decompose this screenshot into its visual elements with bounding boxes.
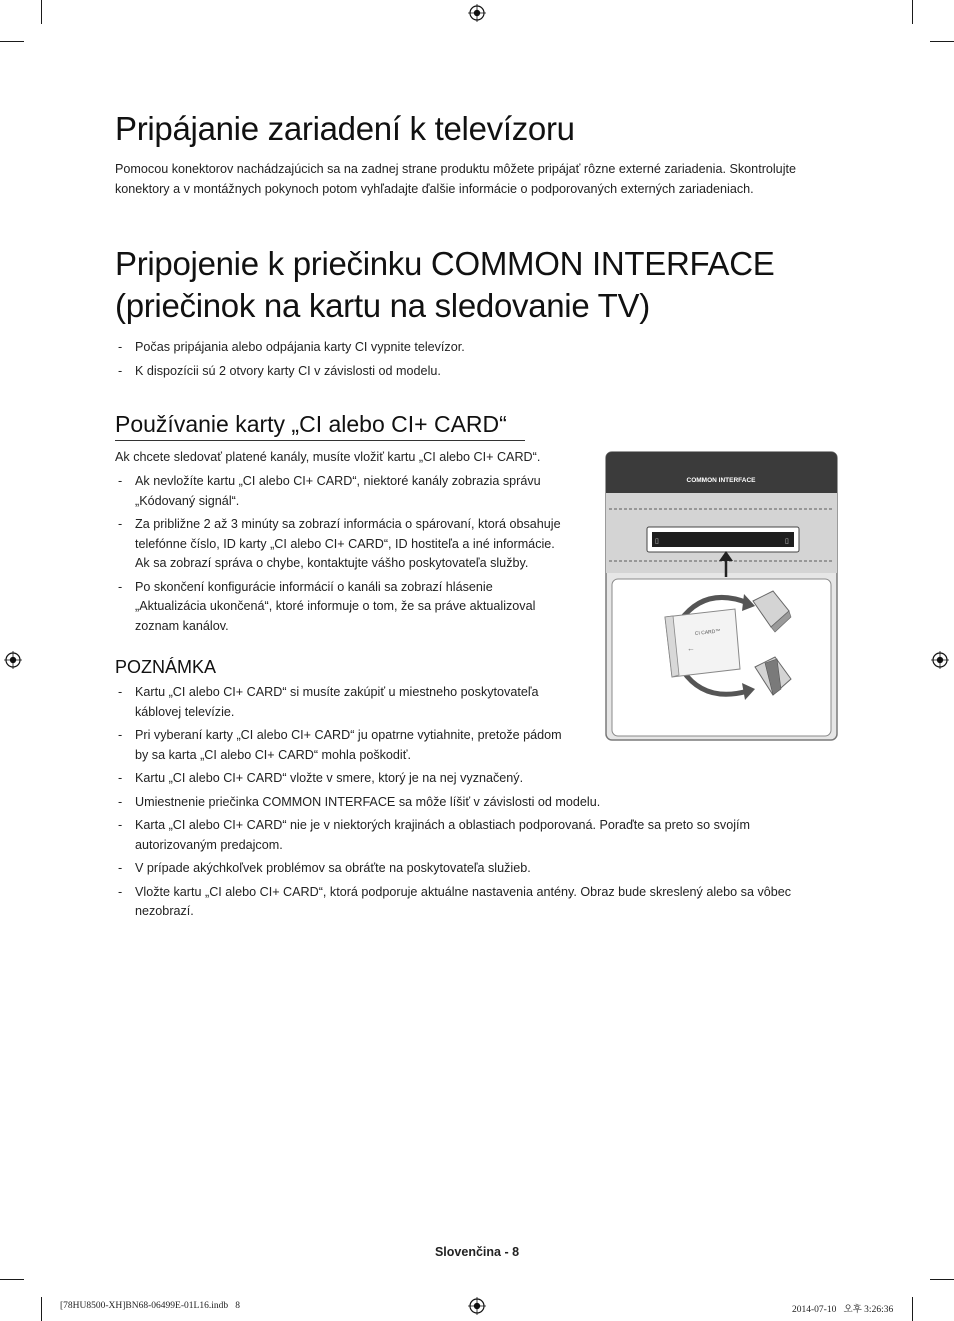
crop-mark — [41, 1297, 42, 1321]
list-item: - Pri vyberaní karty „CI alebo CI+ CARD“ ju opatrne vytiahnite, pretože pádom by sa karta „CI alebo CI+ CARD“ mohla poškodiť. — [118, 728, 562, 762]
ci-slot-figure — [605, 451, 838, 741]
crop-mark — [0, 1279, 24, 1280]
section2-title-line: Pripojenie k priečinku COMMON INTERFACE — [115, 245, 775, 282]
section2-bullets — [115, 338, 835, 385]
crop-mark — [41, 0, 42, 24]
section3-title: Používanie karty „CI alebo CI+ CARD“ — [115, 410, 525, 441]
section3-heading — [115, 410, 525, 441]
list-item: - Kartu „CI alebo CI+ CARD“ vložte v smere, ktorý je na nej vyznačený. — [118, 771, 524, 785]
footer-timestamp: 2014-07-10 오후 3:26:36 — [792, 1305, 894, 1315]
list-item: - Kartu „CI alebo CI+ CARD“ si musíte zakúpiť u miestneho poskytovateľa káblovej televízie. — [118, 685, 539, 719]
registration-mark-icon — [468, 1297, 486, 1315]
crop-mark — [930, 41, 954, 42]
svg-text:▯: ▯ — [655, 538, 659, 545]
registration-mark-icon — [468, 4, 486, 22]
panel-label: COMMON INTERFACE — [686, 477, 756, 484]
list-item: - Vložte kartu „CI alebo CI+ CARD“, ktorá podporuje aktuálne nastavenia antény. Obraz bude skreslený alebo sa vôbec nezobrazí. — [118, 884, 792, 918]
registration-mark-icon — [931, 651, 949, 669]
page-number: Slovenčina - 8 — [434, 1245, 520, 1259]
page-title: Pripájanie zariadení k televízoru — [115, 110, 575, 147]
registration-mark-icon — [4, 651, 22, 669]
intro-line: Pomocou konektorov nachádzajúcich sa na zadnej strane produktu môžete pripájať rôzne externé zariadenia. Skontrolujte — [115, 162, 796, 176]
section3-intro: Ak chcete sledovať platené kanály, musíte vložiť kartu „CI alebo CI+ CARD“. — [115, 450, 541, 464]
crop-mark — [0, 41, 24, 42]
svg-text:▯: ▯ — [785, 538, 789, 545]
card-label: CI CARD™ — [694, 628, 721, 637]
footer-file-info: [78HU8500-XH]BN68-06499E-01L16.indb 8 — [60, 1301, 240, 1311]
list-item: - Za približne 2 až 3 minúty sa zobrazí informácia o spárovaní, ktorá obsahuje telefónne číslo, ID karty „CI alebo CI+ CARD“, ID hostiteľa a iné informácie. Ak sa zobrazí správa o chybe, kontaktujte vášho poskytovateľa služby. — [118, 517, 561, 570]
list-item: - Po skončení konfigurácie informácií o kanáli sa zobrazí hlásenie „Aktualizácia ukončená“, ktoré informuje o tom, že sa práve aktualizoval zoznam kanálov. — [118, 579, 536, 633]
note-title: POZNÁMKA — [115, 657, 217, 677]
crop-mark — [912, 1297, 913, 1321]
list-item: - K dispozícii sú 2 otvory karty CI v závislosti od modelu. — [118, 363, 441, 378]
intro-line: konektory a v montážnych pokynoch potom vyhľadajte ďalšie informácie o podporovaných externých zariadeniach. — [115, 181, 754, 196]
list-item: - Umiestnenie priečinka COMMON INTERFACE sa môže líšiť v závislosti od modelu. — [118, 794, 601, 809]
section2-heading — [115, 243, 774, 327]
svg-text:←: ← — [687, 644, 695, 653]
section2-title-line: (priečinok na kartu na sledovanie TV) — [115, 287, 650, 324]
crop-mark — [912, 0, 913, 24]
list-item: - Karta „CI alebo CI+ CARD“ nie je v niektorých krajinách a oblastiach podporovaná. Poraďte sa preto so svojím autorizovaným predajcom. — [118, 818, 750, 852]
list-item: - V prípade akýchkoľvek problémov sa obráťte na poskytovateľa služieb. — [118, 861, 531, 875]
section1-intro — [115, 160, 835, 199]
section3-bullets — [115, 472, 595, 640]
crop-mark — [930, 1279, 954, 1280]
list-item: - Počas pripájania alebo odpájania karty CI vypnite televízor. — [118, 340, 465, 354]
list-item: - Ak nevložíte kartu „CI alebo CI+ CARD“, niektoré kanály zobrazia správu „Kódovaný signál“. — [118, 474, 541, 508]
ci-slot-illustration — [605, 451, 838, 741]
